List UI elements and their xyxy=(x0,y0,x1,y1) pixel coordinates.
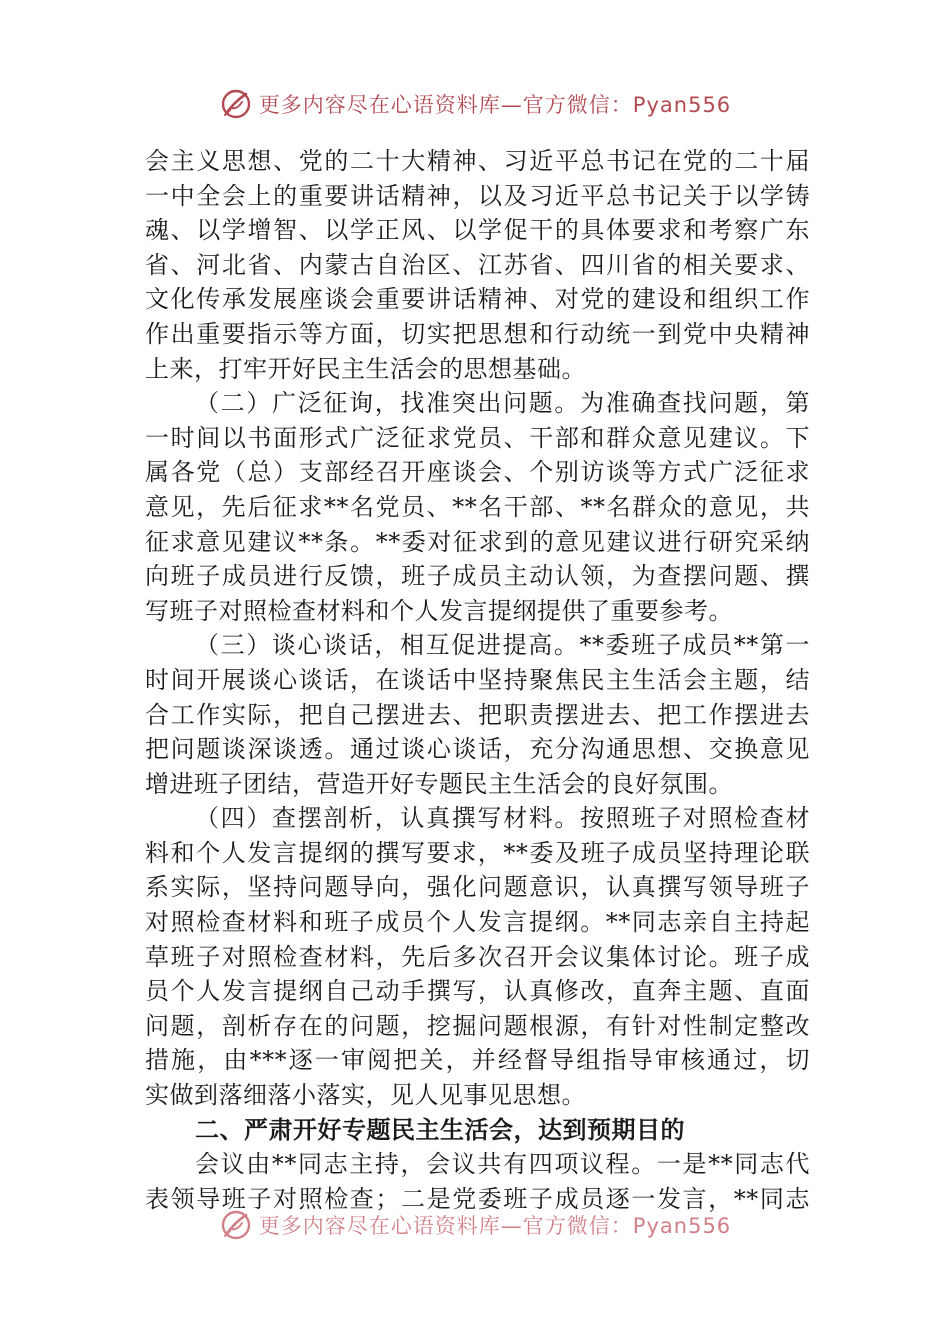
document-body xyxy=(145,144,810,1216)
text-line: 合工作实际，把自己摆进去、把职责摆进去、把工作摆进去 xyxy=(145,700,810,729)
text-line: 意见，先后征求**名党员、**名干部、**名群众的意见，共 xyxy=(145,492,810,521)
text-line: （二）广泛征询，找准突出问题。为准确查找问题，第 xyxy=(195,389,810,418)
text-line: 草班子对照检查材料，先后多次召开会议集体讨论。班子成 xyxy=(145,942,810,971)
watermark-text: 更多内容尽在心语资料库—官方微信：Pyan556 xyxy=(258,1214,732,1238)
text-line: 征求意见建议**条。**委对征求到的意见建议进行研究采纳 xyxy=(145,527,810,556)
text-line: 表领导班子对照检查；二是党委班子成员逐一发言，**同志 xyxy=(145,1184,810,1213)
paragraph xyxy=(145,628,810,801)
paragraph xyxy=(145,144,810,386)
text-line: 对照检查材料和班子成员个人发言提纲。**同志亲自主持起 xyxy=(145,908,810,937)
paragraph xyxy=(145,801,810,1112)
text-line: 魂、以学增智、以学正风、以学促干的具体要求和考察广东 xyxy=(145,216,810,245)
text-line: 会议由**同志主持，会议共有四项议程。一是**同志代 xyxy=(195,1150,810,1179)
section-heading: 二、严肃开好专题民主生活会，达到预期目的 xyxy=(195,1115,685,1144)
text-line: 文化传承发展座谈会重要讲话精神、对党的建设和组织工作 xyxy=(145,285,810,314)
text-line: 系实际，坚持问题导向，强化问题意识，认真撰写领导班子 xyxy=(145,873,810,902)
text-line: （四）查摆剖析，认真撰写材料。按照班子对照检查材 xyxy=(195,804,810,833)
stylized-pen-logo-icon xyxy=(219,87,253,121)
text-line: 省、河北省、内蒙古自治区、江苏省、四川省的相关要求、 xyxy=(145,250,810,279)
text-line: 一中全会上的重要讲话精神，以及习近平总书记关于以学铸 xyxy=(145,181,810,210)
header-watermark-banner xyxy=(0,84,950,124)
text-line: 向班子成员进行反馈，班子成员主动认领，为查摆问题、撰 xyxy=(145,562,810,591)
text-line: 上来，打牢开好民主生活会的思想基础。 xyxy=(145,354,586,383)
text-line: 增进班子团结，营造开好专题民主生活会的良好氛围。 xyxy=(145,769,733,798)
text-line: 问题，剖析存在的问题，挖掘问题根源，有针对性制定整改 xyxy=(145,1011,810,1040)
text-line: 员个人发言提纲自己动手撰写，认真修改，直奔主题、直面 xyxy=(145,977,810,1006)
text-line: 一时间以书面形式广泛征求党员、干部和群众意见建议。下 xyxy=(145,423,810,452)
text-line: 作出重要指示等方面，切实把思想和行动统一到党中央精神 xyxy=(145,319,810,348)
text-line: 料和个人发言提纲的撰写要求，**委及班子成员坚持理论联 xyxy=(145,838,810,867)
text-line: 写班子对照检查材料和个人发言提纲提供了重要参考。 xyxy=(145,596,733,625)
text-line: 实做到落细落小落实，见人见事见思想。 xyxy=(145,1081,586,1110)
text-line: （三）谈心谈话，相互促进提高。**委班子成员**第一 xyxy=(195,631,810,660)
paragraph xyxy=(145,386,810,628)
watermark-text: 更多内容尽在心语资料库—官方微信：Pyan556 xyxy=(258,93,732,117)
text-line: 会主义思想、党的二十大精神、习近平总书记在党的二十届 xyxy=(145,147,810,175)
text-line: 属各党（总）支部经召开座谈会、个别访谈等方式广泛征求 xyxy=(145,458,810,487)
footer-watermark-banner xyxy=(0,1205,950,1245)
stylized-pen-logo-icon xyxy=(219,1208,253,1242)
text-line: 措施，由***逐一审阅把关，并经督导组指导审核通过，切 xyxy=(145,1046,810,1075)
text-line: 时间开展谈心谈话，在谈话中坚持聚焦民主生活会主题，结 xyxy=(145,665,810,694)
text-line: 把问题谈深谈透。通过谈心谈话，充分沟通思想、交换意见 xyxy=(145,735,810,764)
